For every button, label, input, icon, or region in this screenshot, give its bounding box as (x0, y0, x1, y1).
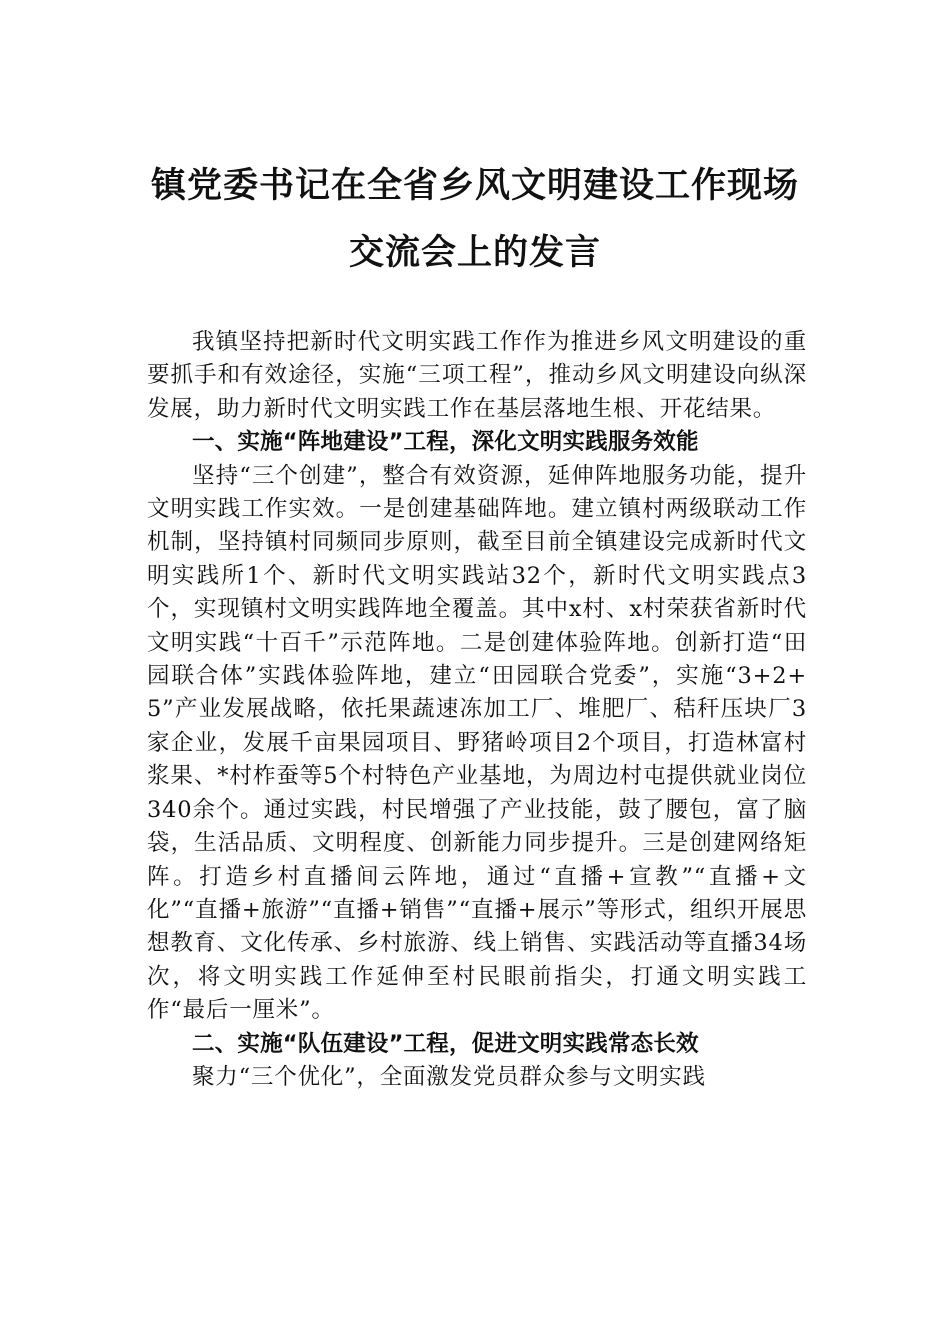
document-title-line-1: 镇党委书记在全省乡风文明建设工作现场 (150, 165, 799, 206)
section-heading-2: 二、实施“队伍建设”工程，促进文明实践常态长效 (192, 1030, 699, 1057)
intro-paragraph: 我镇坚持把新时代文明实践工作作为推进乡风文明建设的重要抓手和有效途径，实施“三项工程”，推动乡风文明建设向纵深发展，助力新时代文明实践工作在基层落地生根、开花结果。 (147, 329, 807, 422)
document-title-line-2: 交流会上的发言 (348, 232, 601, 273)
document-body (147, 326, 807, 1094)
section-heading-1: 一、实施“阵地建设”工程，深化文明实践服务效能 (192, 429, 699, 456)
section-2-paragraph: 聚力“三个优化”，全面激发党员群众参与文明实践 (192, 1063, 706, 1090)
section-1-paragraph: 坚持“三个创建”，整合有效资源，延伸阵地服务功能，提升文明实践工作实效。一是创建基础阵地。建立镇村两级联动工作机制，坚持镇村同频同步原则，截至目前全镇建设完成新时代文明实践所1个、新时代文明实践站32个，新时代文明实践点3个，实现镇村文明实践阵地全覆盖。其中x村、x村荣获省新时代文明实践“十百千”示范阵地。二是创建体验阵地。创新打造“田园联合体”实践体验阵地，建立“田园联合党委”，实施“3+2+5”产业发展战略，依托果蔬速冻加工厂、堆肥厂、秸秆压块厂3家企业，发展千亩果园项目、野猪岭项目2个项目，打造林富村浆果、*村柞蚕等5个村特色产业基地，为周边村屯提供就业岗位340余个。通过实践，村民增强了产业技能，鼓了腰包，富了脑袋，生活品质、文明程度、创新能力同步提升。三是创建网络矩阵。打造乡村直播间云阵地，通过“直播+宣教”“直播+文化”“直播+旅游”“直播+销售”“直播+展示”等形式，组织开展思想教育、文化传承、乡村旅游、线上销售、实践活动等直播34场次，将文明实践工作延伸至村民眼前指尖，打通文明实践工作“最后一厘米”。 (147, 462, 807, 1024)
